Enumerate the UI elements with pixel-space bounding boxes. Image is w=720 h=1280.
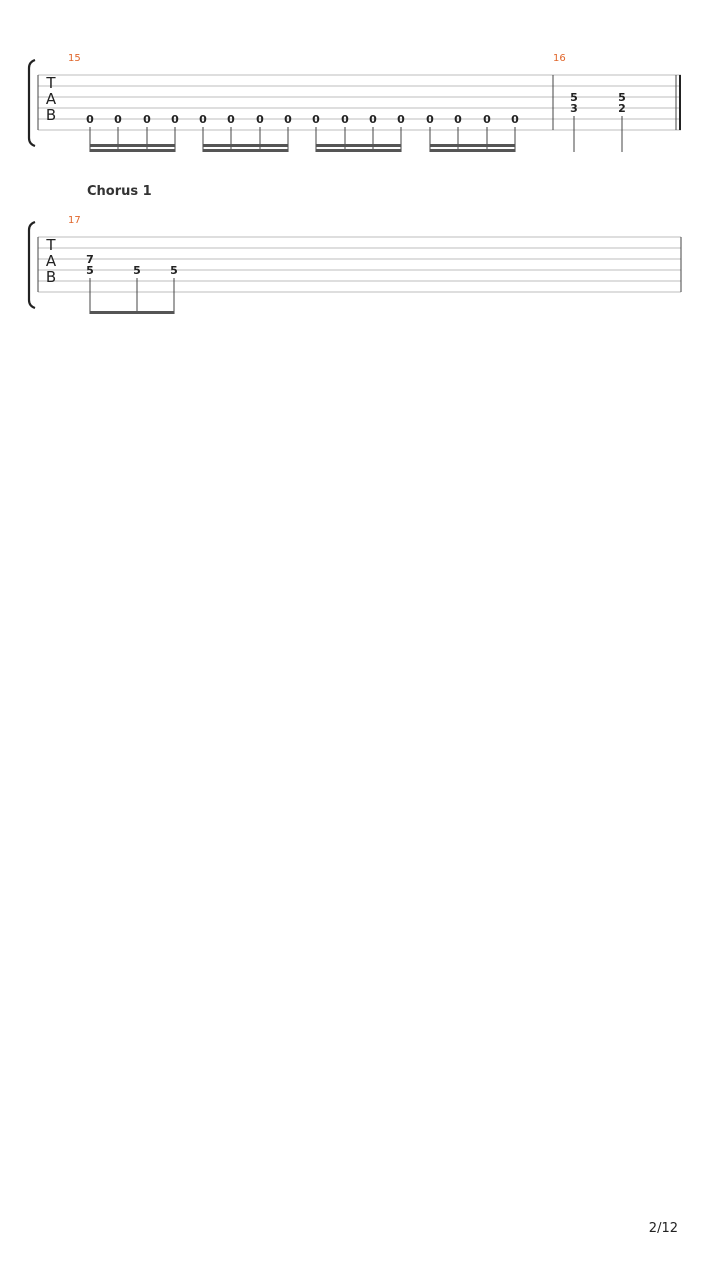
fret-number: 5 — [618, 91, 626, 104]
fret-number: 0 — [397, 113, 405, 126]
beam — [90, 149, 175, 152]
tab-system — [29, 53, 681, 152]
beam — [430, 149, 515, 152]
fret-number: 0 — [256, 113, 264, 126]
fret-number: 7 — [86, 253, 94, 266]
fret-number: 0 — [483, 113, 491, 126]
tab-clef-letter: B — [45, 268, 57, 286]
fret-number: 0 — [143, 113, 151, 126]
tab-clef-letter: A — [45, 252, 57, 270]
fret-number: 0 — [511, 113, 519, 126]
fret-number: 0 — [227, 113, 235, 126]
tab-system — [29, 215, 681, 314]
beam-secondary — [203, 144, 288, 147]
tab-clef-letter: T — [46, 74, 56, 92]
system-bracket — [29, 60, 35, 146]
tab-clef-letter: A — [45, 90, 57, 108]
fret-number: 0 — [454, 113, 462, 126]
beam — [316, 149, 401, 152]
measure-number: 15 — [68, 53, 81, 64]
beam-secondary — [90, 144, 175, 147]
fret-number: 0 — [426, 113, 434, 126]
fret-number: 5 — [133, 264, 141, 277]
fret-number: 0 — [369, 113, 377, 126]
tab-clef-letter: T — [46, 236, 56, 254]
measure-number: 17 — [68, 215, 81, 226]
tab-clef-letter: B — [45, 106, 57, 124]
page-indicator: 2/12 — [648, 1221, 678, 1236]
beam — [203, 149, 288, 152]
fret-number: 5 — [570, 91, 578, 104]
system-bracket — [29, 222, 35, 308]
fret-number: 0 — [114, 113, 122, 126]
fret-number: 0 — [312, 113, 320, 126]
fret-number: 0 — [341, 113, 349, 126]
fret-number: 2 — [618, 102, 626, 115]
fret-number: 5 — [86, 264, 94, 277]
beam — [90, 311, 174, 314]
fret-number: 0 — [199, 113, 207, 126]
fret-number: 5 — [170, 264, 178, 277]
beam-secondary — [430, 144, 515, 147]
fret-number: 0 — [86, 113, 94, 126]
measure-number: 16 — [553, 53, 566, 64]
fret-number: 3 — [570, 102, 578, 115]
beam-secondary — [316, 144, 401, 147]
section-title: Chorus 1 — [87, 184, 152, 199]
fret-number: 0 — [284, 113, 292, 126]
fret-number: 0 — [171, 113, 179, 126]
